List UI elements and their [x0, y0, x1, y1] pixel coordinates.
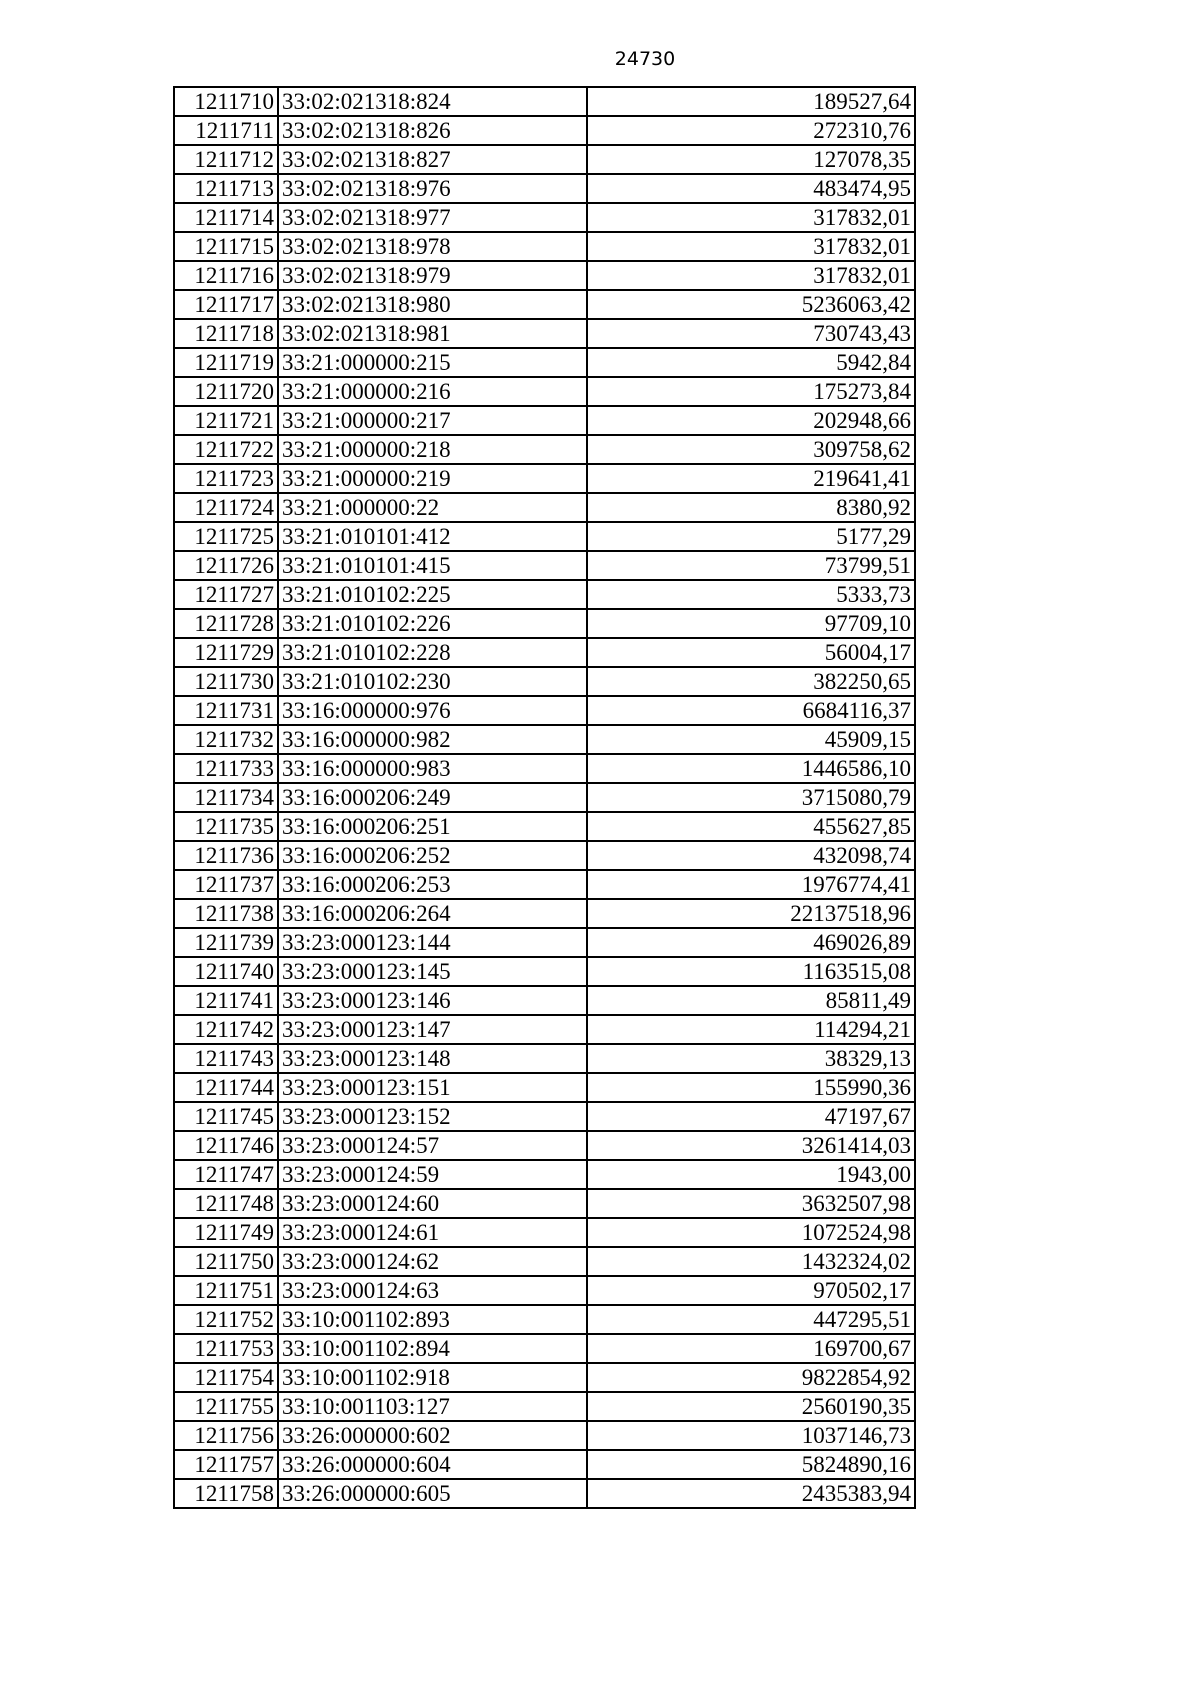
cadastral-number-cell: 33:23:000123:147 — [278, 1015, 587, 1044]
table-row — [174, 1131, 915, 1160]
row-number-cell: 1211716 — [174, 261, 278, 290]
table-row — [174, 986, 915, 1015]
table-row — [174, 1276, 915, 1305]
cadastral-number-cell: 33:23:000123:148 — [278, 1044, 587, 1073]
cadastral-value-cell: 3261414,03 — [587, 1131, 915, 1160]
table-row — [174, 638, 915, 667]
cadastral-value-cell: 5236063,42 — [587, 290, 915, 319]
cadastral-number-cell: 33:23:000123:144 — [278, 928, 587, 957]
row-number-cell: 1211715 — [174, 232, 278, 261]
cadastral-value-cell: 432098,74 — [587, 841, 915, 870]
row-number-cell: 1211752 — [174, 1305, 278, 1334]
cadastral-number-cell: 33:21:010101:412 — [278, 522, 587, 551]
row-number-cell: 1211731 — [174, 696, 278, 725]
cadastral-value-cell: 1976774,41 — [587, 870, 915, 899]
cadastral-number-cell: 33:02:021318:980 — [278, 290, 587, 319]
table-row — [174, 1334, 915, 1363]
cadastral-number-cell: 33:23:000124:61 — [278, 1218, 587, 1247]
table-row — [174, 1044, 915, 1073]
cadastral-number-cell: 33:16:000206:252 — [278, 841, 587, 870]
row-number-cell: 1211728 — [174, 609, 278, 638]
table-row — [174, 493, 915, 522]
cadastral-value-cell: 1943,00 — [587, 1160, 915, 1189]
cadastral-number-cell: 33:21:010102:225 — [278, 580, 587, 609]
cadastral-number-cell: 33:10:001103:127 — [278, 1392, 587, 1421]
cadastral-number-cell: 33:16:000206:249 — [278, 783, 587, 812]
table-row — [174, 174, 915, 203]
table-row — [174, 464, 915, 493]
cadastral-number-cell: 33:02:021318:827 — [278, 145, 587, 174]
row-number-cell: 1211758 — [174, 1479, 278, 1508]
table-row — [174, 928, 915, 957]
cadastral-value-cell: 1432324,02 — [587, 1247, 915, 1276]
row-number-cell: 1211733 — [174, 754, 278, 783]
cadastral-value-cell: 455627,85 — [587, 812, 915, 841]
table-row — [174, 725, 915, 754]
cadastral-number-cell: 33:02:021318:978 — [278, 232, 587, 261]
cadastral-value-cell: 169700,67 — [587, 1334, 915, 1363]
row-number-cell: 1211729 — [174, 638, 278, 667]
cadastral-value-cell: 483474,95 — [587, 174, 915, 203]
cadastral-number-cell: 33:23:000124:63 — [278, 1276, 587, 1305]
row-number-cell: 1211711 — [174, 116, 278, 145]
cadastral-number-cell: 33:16:000000:982 — [278, 725, 587, 754]
table-row — [174, 580, 915, 609]
cadastral-value-cell: 1037146,73 — [587, 1421, 915, 1450]
cadastral-number-cell: 33:02:021318:979 — [278, 261, 587, 290]
cadastral-number-cell: 33:02:021318:826 — [278, 116, 587, 145]
cadastral-number-cell: 33:23:000124:59 — [278, 1160, 587, 1189]
cadastral-number-cell: 33:21:010102:228 — [278, 638, 587, 667]
table-row — [174, 899, 915, 928]
cadastral-number-cell: 33:16:000206:251 — [278, 812, 587, 841]
cadastral-value-cell: 447295,51 — [587, 1305, 915, 1334]
cadastral-value-cell: 6684116,37 — [587, 696, 915, 725]
cadastral-value-cell: 5333,73 — [587, 580, 915, 609]
table-row — [174, 841, 915, 870]
cadastral-value-cell: 155990,36 — [587, 1073, 915, 1102]
cadastral-value-cell: 202948,66 — [587, 406, 915, 435]
table-row — [174, 957, 915, 986]
cadastral-value-cell: 5824890,16 — [587, 1450, 915, 1479]
cadastral-value-cell: 1163515,08 — [587, 957, 915, 986]
cadastral-value-cell: 382250,65 — [587, 667, 915, 696]
table-row — [174, 1305, 915, 1334]
row-number-cell: 1211717 — [174, 290, 278, 319]
table-row — [174, 1479, 915, 1508]
cadastral-number-cell: 33:23:000124:57 — [278, 1131, 587, 1160]
row-number-cell: 1211749 — [174, 1218, 278, 1247]
row-number-cell: 1211713 — [174, 174, 278, 203]
row-number-cell: 1211722 — [174, 435, 278, 464]
table-row — [174, 1073, 915, 1102]
cadastral-value-cell: 970502,17 — [587, 1276, 915, 1305]
row-number-cell: 1211748 — [174, 1189, 278, 1218]
cadastral-number-cell: 33:21:000000:22 — [278, 493, 587, 522]
row-number-cell: 1211753 — [174, 1334, 278, 1363]
cadastral-value-cell: 38329,13 — [587, 1044, 915, 1073]
cadastral-value-cell: 2560190,35 — [587, 1392, 915, 1421]
row-number-cell: 1211719 — [174, 348, 278, 377]
cadastral-number-cell: 33:10:001102:893 — [278, 1305, 587, 1334]
row-number-cell: 1211751 — [174, 1276, 278, 1305]
cadastral-value-cell: 175273,84 — [587, 377, 915, 406]
cadastral-number-cell: 33:26:000000:602 — [278, 1421, 587, 1450]
cadastral-number-cell: 33:21:000000:219 — [278, 464, 587, 493]
cadastral-value-cell: 3632507,98 — [587, 1189, 915, 1218]
cadastral-value-cell: 5177,29 — [587, 522, 915, 551]
cadastral-value-cell: 3715080,79 — [587, 783, 915, 812]
table-row — [174, 609, 915, 638]
cadastral-number-cell: 33:23:000124:62 — [278, 1247, 587, 1276]
cadastral-number-cell: 33:23:000124:60 — [278, 1189, 587, 1218]
row-number-cell: 1211710 — [174, 87, 278, 116]
cadastral-value-table — [173, 86, 916, 1509]
cadastral-number-cell: 33:21:010102:226 — [278, 609, 587, 638]
cadastral-value-cell: 127078,35 — [587, 145, 915, 174]
cadastral-value-cell: 1072524,98 — [587, 1218, 915, 1247]
cadastral-value-cell: 45909,15 — [587, 725, 915, 754]
table-row — [174, 812, 915, 841]
cadastral-number-cell: 33:16:000000:983 — [278, 754, 587, 783]
table-row — [174, 203, 915, 232]
row-number-cell: 1211737 — [174, 870, 278, 899]
table-row — [174, 1392, 915, 1421]
cadastral-number-cell: 33:02:021318:824 — [278, 87, 587, 116]
cadastral-number-cell: 33:21:010101:415 — [278, 551, 587, 580]
row-number-cell: 1211724 — [174, 493, 278, 522]
cadastral-value-cell: 309758,62 — [587, 435, 915, 464]
row-number-cell: 1211721 — [174, 406, 278, 435]
cadastral-number-cell: 33:23:000123:145 — [278, 957, 587, 986]
table-row — [174, 1218, 915, 1247]
table-row — [174, 145, 915, 174]
cadastral-number-cell: 33:16:000206:264 — [278, 899, 587, 928]
cadastral-value-cell: 85811,49 — [587, 986, 915, 1015]
row-number-cell: 1211723 — [174, 464, 278, 493]
row-number-cell: 1211714 — [174, 203, 278, 232]
table-row — [174, 116, 915, 145]
table-row — [174, 406, 915, 435]
row-number-cell: 1211744 — [174, 1073, 278, 1102]
row-number-cell: 1211747 — [174, 1160, 278, 1189]
row-number-cell: 1211730 — [174, 667, 278, 696]
row-number-cell: 1211741 — [174, 986, 278, 1015]
table-row — [174, 87, 915, 116]
cadastral-value-cell: 2435383,94 — [587, 1479, 915, 1508]
cadastral-number-cell: 33:26:000000:605 — [278, 1479, 587, 1508]
cadastral-value-cell: 47197,67 — [587, 1102, 915, 1131]
row-number-cell: 1211754 — [174, 1363, 278, 1392]
table-row — [174, 348, 915, 377]
cadastral-number-cell: 33:16:000000:976 — [278, 696, 587, 725]
table-row — [174, 754, 915, 783]
row-number-cell: 1211736 — [174, 841, 278, 870]
row-number-cell: 1211734 — [174, 783, 278, 812]
cadastral-value-cell: 189527,64 — [587, 87, 915, 116]
cadastral-number-cell: 33:21:010102:230 — [278, 667, 587, 696]
cadastral-value-cell: 97709,10 — [587, 609, 915, 638]
table-row — [174, 1363, 915, 1392]
cadastral-number-cell: 33:21:000000:218 — [278, 435, 587, 464]
table-row — [174, 290, 915, 319]
row-number-cell: 1211732 — [174, 725, 278, 754]
cadastral-value-cell: 9822854,92 — [587, 1363, 915, 1392]
table-row — [174, 696, 915, 725]
cadastral-value-cell: 317832,01 — [587, 261, 915, 290]
cadastral-number-cell: 33:02:021318:976 — [278, 174, 587, 203]
table-row — [174, 870, 915, 899]
cadastral-number-cell: 33:10:001102:894 — [278, 1334, 587, 1363]
row-number-cell: 1211720 — [174, 377, 278, 406]
table-row — [174, 435, 915, 464]
cadastral-number-cell: 33:16:000206:253 — [278, 870, 587, 899]
cadastral-value-cell: 114294,21 — [587, 1015, 915, 1044]
cadastral-value-cell: 469026,89 — [587, 928, 915, 957]
row-number-cell: 1211757 — [174, 1450, 278, 1479]
table-row — [174, 667, 915, 696]
cadastral-number-cell: 33:21:000000:216 — [278, 377, 587, 406]
row-number-cell: 1211743 — [174, 1044, 278, 1073]
cadastral-number-cell: 33:21:000000:217 — [278, 406, 587, 435]
cadastral-value-cell: 317832,01 — [587, 232, 915, 261]
row-number-cell: 1211740 — [174, 957, 278, 986]
table-body — [174, 87, 915, 1508]
row-number-cell: 1211745 — [174, 1102, 278, 1131]
row-number-cell: 1211750 — [174, 1247, 278, 1276]
cadastral-value-cell: 22137518,96 — [587, 899, 915, 928]
table-row — [174, 1102, 915, 1131]
cadastral-value-cell: 730743,43 — [587, 319, 915, 348]
cadastral-number-cell: 33:23:000123:152 — [278, 1102, 587, 1131]
cadastral-number-cell: 33:10:001102:918 — [278, 1363, 587, 1392]
row-number-cell: 1211726 — [174, 551, 278, 580]
row-number-cell: 1211746 — [174, 1131, 278, 1160]
row-number-cell: 1211739 — [174, 928, 278, 957]
row-number-cell: 1211718 — [174, 319, 278, 348]
cadastral-value-cell: 56004,17 — [587, 638, 915, 667]
table-row — [174, 261, 915, 290]
cadastral-value-cell: 8380,92 — [587, 493, 915, 522]
table-row — [174, 232, 915, 261]
table-row — [174, 319, 915, 348]
cadastral-value-cell: 317832,01 — [587, 203, 915, 232]
row-number-cell: 1211735 — [174, 812, 278, 841]
cadastral-value-cell: 1446586,10 — [587, 754, 915, 783]
table-row — [174, 522, 915, 551]
row-number-cell: 1211756 — [174, 1421, 278, 1450]
table-row — [174, 1160, 915, 1189]
cadastral-number-cell: 33:23:000123:146 — [278, 986, 587, 1015]
table-row — [174, 1015, 915, 1044]
row-number-cell: 1211727 — [174, 580, 278, 609]
cadastral-value-cell: 5942,84 — [587, 348, 915, 377]
table-row — [174, 1189, 915, 1218]
page-number: 24730 — [614, 48, 676, 70]
table-row — [174, 377, 915, 406]
row-number-cell: 1211742 — [174, 1015, 278, 1044]
cadastral-number-cell: 33:02:021318:977 — [278, 203, 587, 232]
cadastral-value-cell: 272310,76 — [587, 116, 915, 145]
table-row — [174, 1247, 915, 1276]
row-number-cell: 1211755 — [174, 1392, 278, 1421]
row-number-cell: 1211712 — [174, 145, 278, 174]
row-number-cell: 1211725 — [174, 522, 278, 551]
cadastral-value-cell: 73799,51 — [587, 551, 915, 580]
cadastral-number-cell: 33:02:021318:981 — [278, 319, 587, 348]
table-row — [174, 783, 915, 812]
row-number-cell: 1211738 — [174, 899, 278, 928]
cadastral-value-cell: 219641,41 — [587, 464, 915, 493]
cadastral-number-cell: 33:26:000000:604 — [278, 1450, 587, 1479]
table-row — [174, 1450, 915, 1479]
table-row — [174, 551, 915, 580]
cadastral-number-cell: 33:21:000000:215 — [278, 348, 587, 377]
table-row — [174, 1421, 915, 1450]
cadastral-number-cell: 33:23:000123:151 — [278, 1073, 587, 1102]
